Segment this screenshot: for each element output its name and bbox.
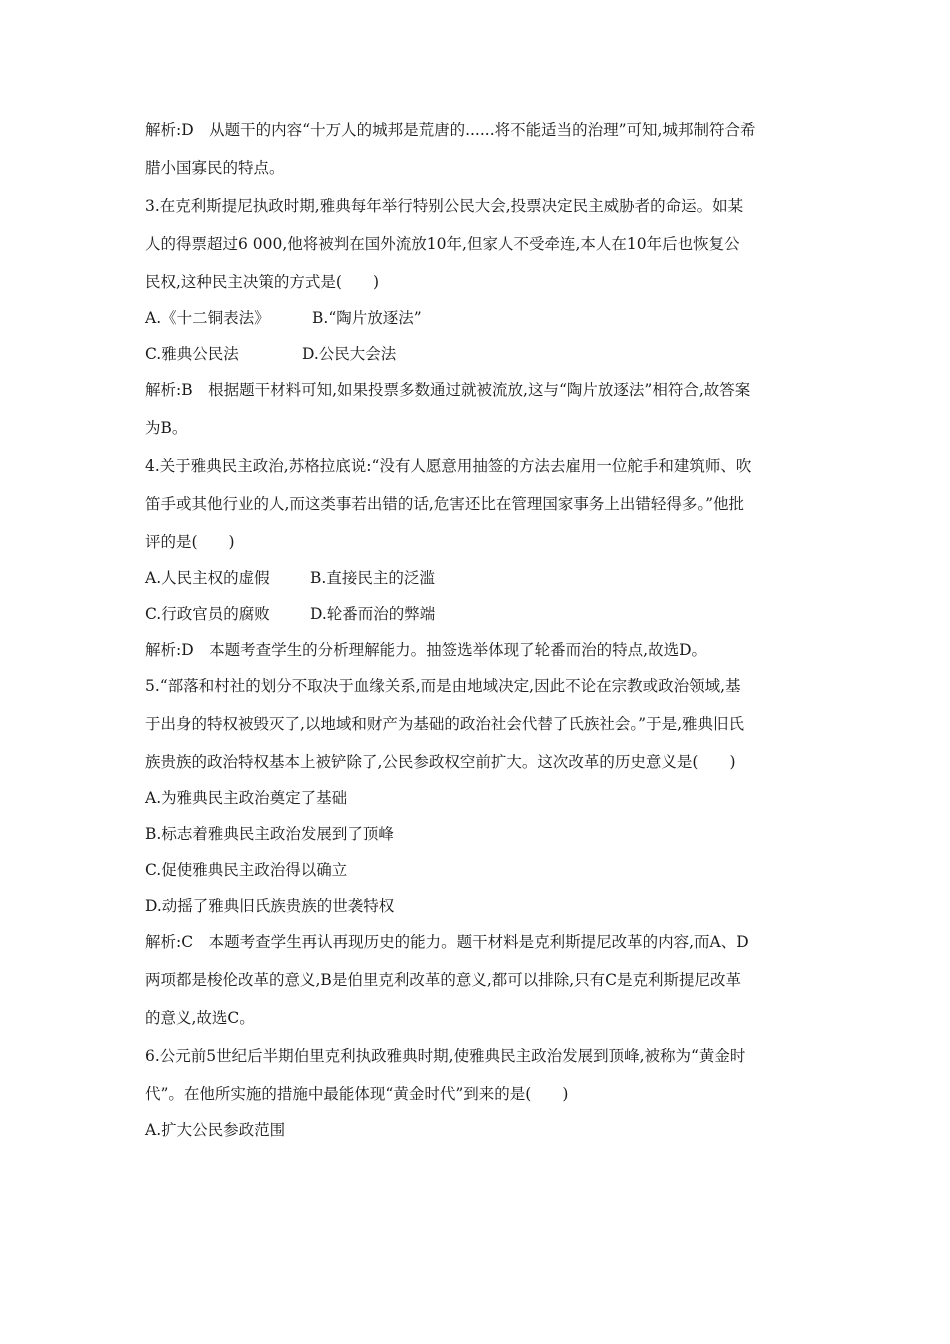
- q4-option-a: A.人民主权的虚假: [145, 569, 270, 587]
- q3-analysis-line-1: 解析:B 根据题干材料可知,如果投票多数通过就被流放,这与“陶片放逐法”相符合,故答案: [145, 381, 751, 399]
- q3-option-c: C.雅典公民法: [145, 345, 239, 363]
- q3-option-b: B.“陶片放逐法”: [312, 309, 422, 327]
- q4-stem-line-3: 评的是( ): [145, 533, 235, 551]
- q5-option-d: D.动摇了雅典旧氏族贵族的世袭特权: [145, 897, 395, 915]
- q3-stem-line-3: 民权,这种民主决策的方式是( ): [145, 273, 380, 291]
- q5-option-a: A.为雅典民主政治奠定了基础: [145, 789, 348, 807]
- q5-stem-line-3: 族贵族的政治特权基本上被铲除了,公民参政权空前扩大。这次改革的历史意义是( ): [145, 753, 736, 771]
- q6-stem-line-2: 代”。在他所实施的措施中最能体现“黄金时代”到来的是( ): [145, 1085, 569, 1103]
- q6-stem-line-1: 6.公元前5世纪后半期伯里克利执政雅典时期,使雅典民主政治发展到顶峰,被称为“黄金时: [145, 1047, 746, 1065]
- q2-analysis-line-2: 腊小国寡民的特点。: [145, 159, 285, 177]
- q4-stem-line-2: 笛手或其他行业的人,而这类事若出错的话,危害还比在管理国家事务上出错轻得多。”他批: [145, 495, 745, 513]
- q5-stem-line-2: 于出身的特权被毁灭了,以地域和财产为基础的政治社会代替了氏族社会。”于是,雅典旧氏: [145, 715, 745, 733]
- q3-options-row-2: [145, 344, 810, 364]
- q5-stem-line-1: 5.“部落和村社的划分不取决于血缘关系,而是由地域决定,因此不论在宗教或政治领域,基: [145, 677, 741, 695]
- q6-option-a: A.扩大公民参政范围: [145, 1121, 286, 1139]
- q3-analysis-line-2: 为B。: [145, 419, 188, 437]
- q5-analysis-line-3: 的意义,故选C。: [145, 1009, 255, 1027]
- q4-options-row-1: [145, 568, 810, 588]
- q3-option-d: D.公民大会法: [302, 345, 397, 363]
- q4-option-c: C.行政官员的腐败: [145, 605, 270, 623]
- q4-analysis-line-1: 解析:D 本题考查学生的分析理解能力。抽签选举体现了轮番而治的特点,故选D。: [145, 641, 708, 659]
- q4-stem-line-1: 4.关于雅典民主政治,苏格拉底说:“没有人愿意用抽签的方法去雇用一位舵手和建筑师、吹: [145, 457, 752, 475]
- q4-option-d: D.轮番而治的弊端: [310, 605, 436, 623]
- q3-options-row-1: [145, 308, 810, 328]
- q3-stem-line-1: 3.在克利斯提尼执政时期,雅典每年举行特别公民大会,投票决定民主威胁者的命运。如某: [145, 197, 744, 215]
- q5-option-c: C.促使雅典民主政治得以确立: [145, 861, 348, 879]
- q3-stem-line-2: 人的得票超过6 000,他将被判在国外流放10年,但家人不受牵连,本人在10年后也恢复公: [145, 235, 740, 253]
- q5-analysis-line-2: 两项都是梭伦改革的意义,B是伯里克利改革的意义,都可以排除,只有C是克利斯提尼改革: [145, 971, 742, 989]
- q4-option-b: B.直接民主的泛滥: [310, 569, 435, 587]
- page-content: [145, 120, 810, 1140]
- q4-options-row-2: [145, 604, 810, 624]
- q2-analysis-line-1: 解析:D 从题干的内容“十万人的城邦是荒唐的......将不能适当的治理”可知,城邦制符合希: [145, 121, 756, 139]
- q5-analysis-line-1: 解析:C 本题考查学生再认再现历史的能力。题干材料是克利斯提尼改革的内容,而A、D: [145, 933, 749, 951]
- q5-option-b: B.标志着雅典民主政治发展到了顶峰: [145, 825, 394, 843]
- q3-option-a: A.《十二铜表法》: [145, 309, 270, 327]
